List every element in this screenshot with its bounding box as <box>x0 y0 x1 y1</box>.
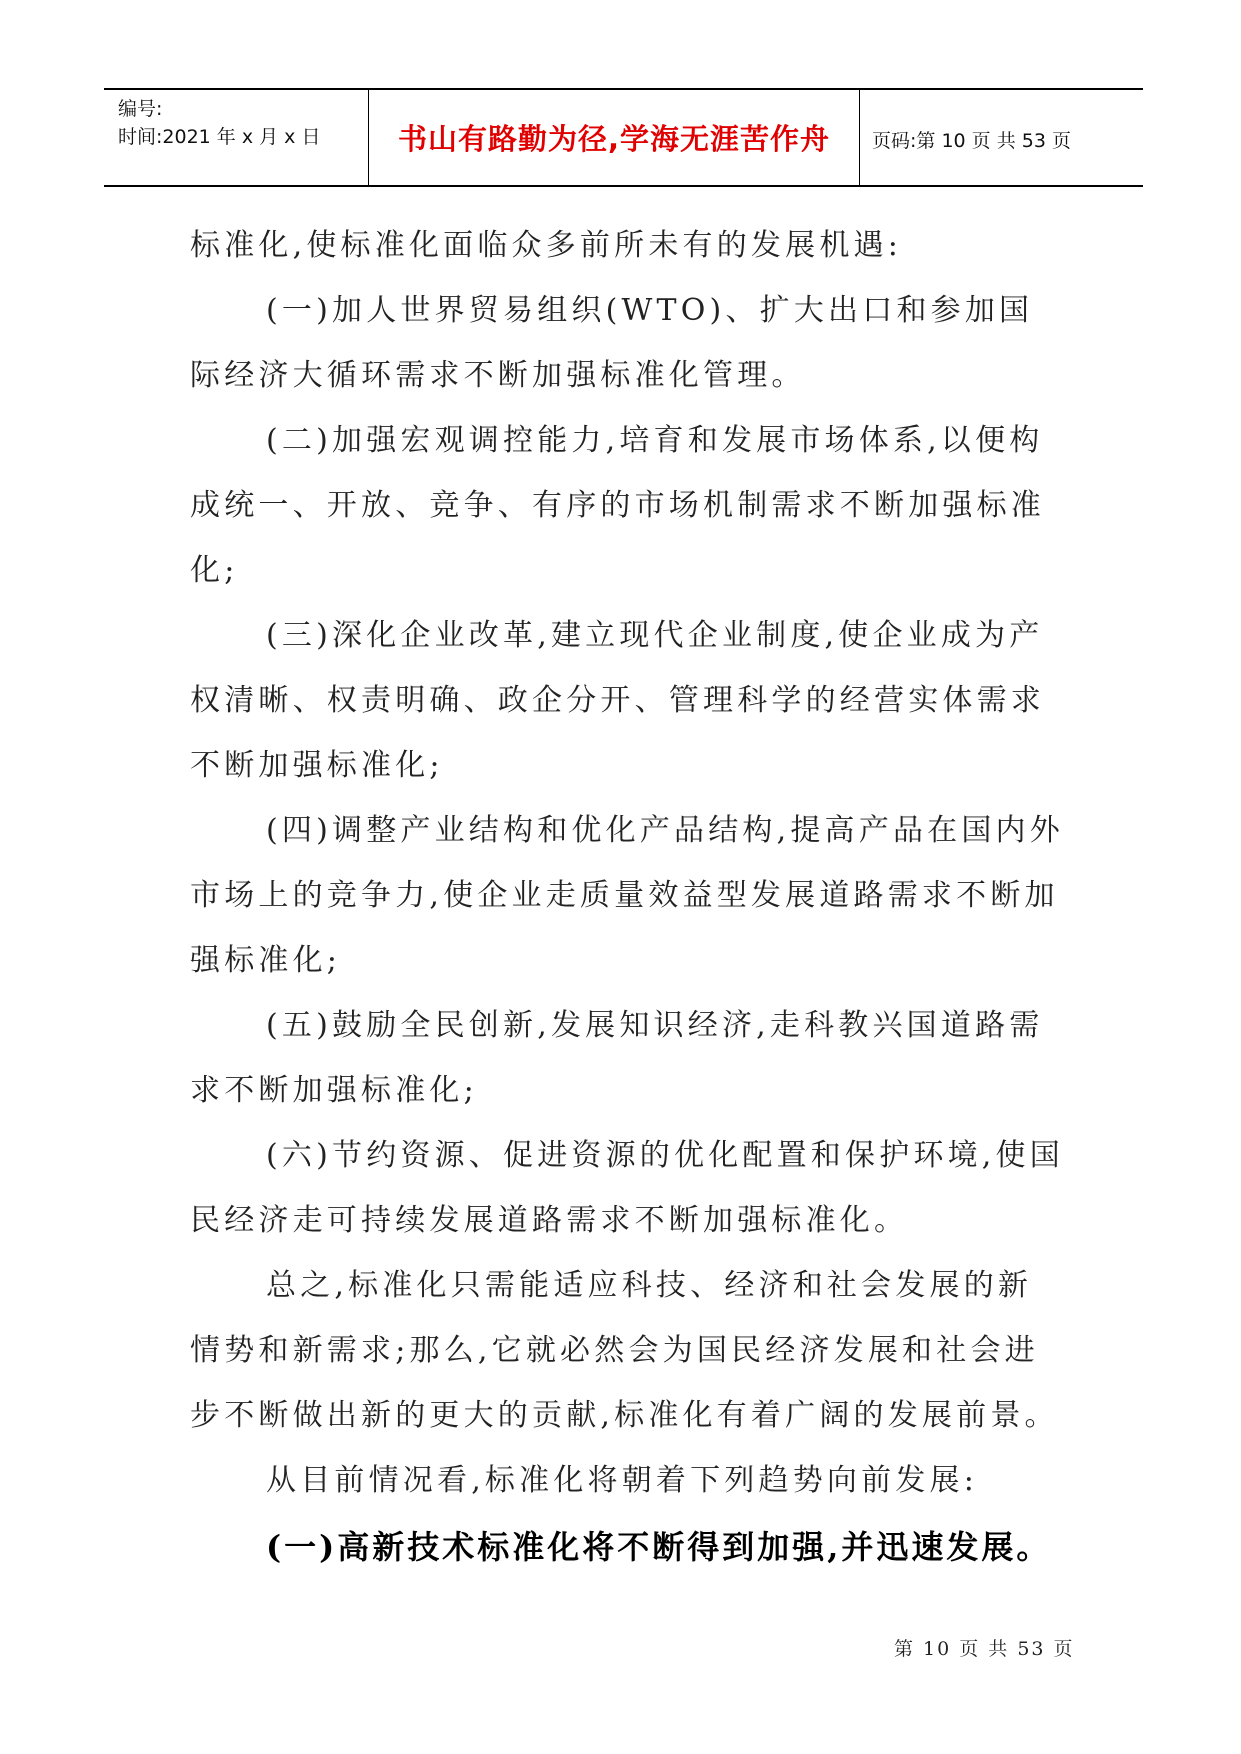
header-info-cell <box>104 90 368 185</box>
body-paragraph: 总之,标准化只需能适应科技、经济和社会发展的新情势和新需求;那么,它就必然会为国民经济发展和社会进步不断做出新的更大的贡献,标准化有着广阔的发展前景。 <box>190 1268 1059 1433</box>
section-heading: (一)高新技术标准化将不断得到加强,并迅速发展。 <box>266 1528 1052 1566</box>
document-time-label: 时间:2021 年 x 月 x 日 <box>118 126 321 148</box>
body-paragraph: (五)鼓励全民创新,发展知识经济,走科教兴国道路需求不断加强标准化; <box>190 1008 1044 1108</box>
body-paragraph: (三)深化企业改革,建立现代企业制度,使企业成为产权清晰、权责明确、政企分开、管理科学的经营实体需求不断加强标准化; <box>190 618 1045 783</box>
body-paragraph: (一)加人世界贸易组织(WTO)、扩大出口和参加国际经济大循环需求不断加强标准化管理。 <box>190 293 1034 393</box>
body-paragraph: 从目前情况看,标准化将朝着下列趋势向前发展: <box>266 1463 979 1498</box>
header-page-number: 页码:第 10 页 共 53 页 <box>872 130 1071 152</box>
header-motto: 书山有路勤为径,学海无涯苦作舟 <box>397 122 831 156</box>
page-footer-number: 第 10 页 共 53 页 <box>894 1638 1075 1660</box>
document-number-label: 编号: <box>118 98 163 120</box>
body-paragraph: (四)调整产业结构和优化产品结构,提高产品在国内外市场上的竞争力,使企业走质量效益型发展道路需求不断加强标准化; <box>190 813 1064 978</box>
document-body <box>190 213 1066 1580</box>
header-motto-cell <box>368 90 860 185</box>
body-paragraph: (六)节约资源、促进资源的优化配置和保护环境,使国民经济走可持续发展道路需求不断加强标准化。 <box>190 1138 1064 1238</box>
header-page-cell <box>858 90 1143 185</box>
body-paragraph: (二)加强宏观调控能力,培育和发展市场体系,以便构成统一、开放、竞争、有序的市场机制需求不断加强标准化; <box>190 423 1045 588</box>
page-header-table <box>104 88 1143 187</box>
body-paragraph: 标准化,使标准化面临众多前所未有的发展机遇: <box>190 228 903 263</box>
